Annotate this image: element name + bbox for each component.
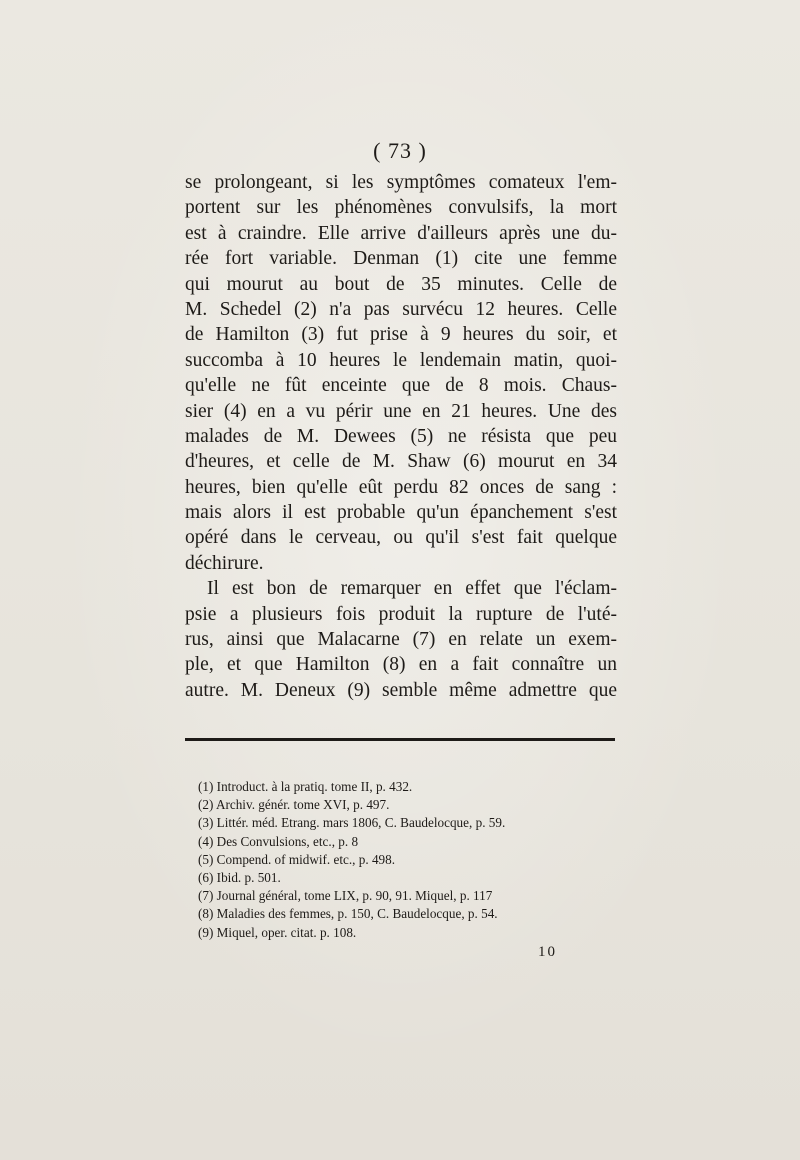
text-line: qu'elle ne fût enceinte que de 8 mois. Chaus- bbox=[185, 375, 617, 397]
text-line: autre. M. Deneux (9) semble même admettre que bbox=[185, 679, 617, 701]
footnote: (5) Compend. of midwif. etc., p. 498. bbox=[198, 851, 396, 867]
page-number: ( 73 ) bbox=[373, 138, 427, 163]
text-line: d'heures, et celle de M. Shaw (6) mourut en 34 bbox=[185, 451, 617, 473]
text-line: rus, ainsi que Malacarne (7) en relate un exem- bbox=[185, 629, 617, 651]
text-line: rée fort variable. Denman (1) cite une femme bbox=[185, 248, 617, 270]
paragraph-start-line: Il est bon de remarquer en effet que l'éclam- bbox=[207, 578, 617, 600]
footnote-divider bbox=[185, 738, 615, 741]
text-line: heures, bien qu'elle eût perdu 82 onces de sang : bbox=[185, 476, 617, 498]
footnotes bbox=[198, 778, 618, 942]
text-line: psie a plusieurs fois produit la rupture de l'uté- bbox=[185, 603, 617, 625]
text-line: succomba à 10 heures le lendemain matin, quoi- bbox=[185, 349, 617, 371]
text-line: opéré dans le cerveau, ou qu'il s'est fait quelque bbox=[185, 527, 617, 549]
footnote: (7) Journal général, tome LIX, p. 90, 91. Miquel, p. 117 bbox=[198, 888, 493, 904]
text-line: se prolongeant, si les symptômes comateux l'em- bbox=[185, 172, 617, 193]
text-line: de Hamilton (3) fut prise à 9 heures du soir, et bbox=[185, 324, 617, 346]
footnote: (2) Archiv. génér. tome XVI, p. 497. bbox=[198, 797, 390, 813]
footnote: (3) Littér. méd. Etrang. mars 1806, C. Baudelocque, p. 59. bbox=[198, 815, 506, 831]
text-line: mais alors il est probable qu'un épanchement s'est bbox=[185, 502, 617, 524]
body-text bbox=[185, 170, 617, 703]
text-line: M. Schedel (2) n'a pas survécu 12 heures. Celle bbox=[185, 298, 617, 320]
text-line: sier (4) en a vu périr une en 21 heures. Une des bbox=[185, 400, 617, 422]
text-line: ple, et que Hamilton (8) en a fait connaître un bbox=[185, 654, 617, 676]
text-line: malades de M. Dewees (5) ne résista que peu bbox=[185, 425, 617, 447]
text-line: portent sur les phénomènes convulsifs, la mort bbox=[185, 197, 617, 219]
footnote: (9) Miquel, oper. citat. p. 108. bbox=[198, 924, 357, 940]
signature-mark: 10 bbox=[538, 944, 557, 960]
footnote: (6) Ibid. p. 501. bbox=[198, 869, 281, 885]
text-line: déchirure. bbox=[185, 552, 264, 574]
text-line: est à craindre. Elle arrive d'ailleurs après une du- bbox=[185, 222, 617, 244]
text-line: qui mourut au bout de 35 minutes. Celle de bbox=[185, 273, 617, 295]
footnote: (4) Des Convulsions, etc., p. 8 bbox=[198, 833, 359, 849]
footnote: (1) Introduct. à la pratiq. tome II, p. 432. bbox=[198, 779, 413, 794]
footnote: (8) Maladies des femmes, p. 150, C. Baudelocque, p. 54. bbox=[198, 906, 498, 922]
